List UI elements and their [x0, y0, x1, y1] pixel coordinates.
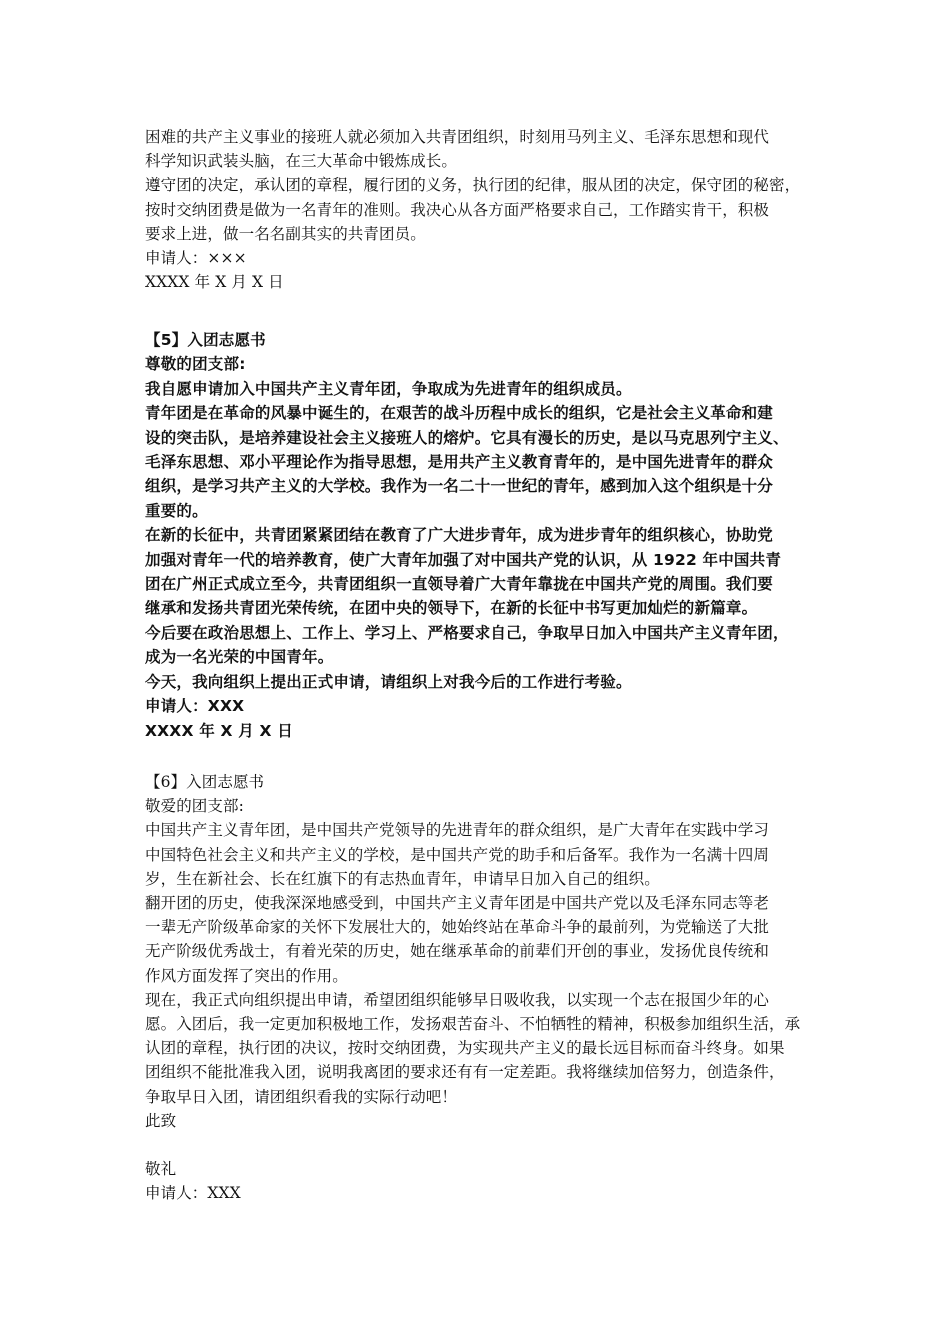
- date-line: XXXX 年 X 月 X 日: [145, 721, 293, 740]
- section-5-letter: [145, 328, 810, 743]
- applicant-signature: 申请人：XXX: [145, 1184, 241, 1203]
- paragraph-line: 认团的章程，执行团的决议，按时交纳团费，为实现共产主义的最长远目标而奋斗终身。如果: [145, 1039, 785, 1058]
- paragraph-line: 翻开团的历史，使我深深地感受到，中国共产主义青年团是中国共产党以及毛泽东同志等老: [145, 894, 770, 913]
- paragraph-line: 今天，我向组织上提出正式申请，请组织上对我今后的工作进行考验。: [145, 672, 632, 691]
- section-heading: 【6】入团志愿书: [145, 773, 265, 791]
- paragraph-line: 青年团是在革命的风暴中诞生的，在艰苦的战斗历程中成长的组织，它是社会主义革命和建: [145, 404, 774, 423]
- paragraph-line: 要求上进，做一名名副其实的共青团员。: [145, 224, 426, 243]
- paragraph-line: 遵守团的决定，承认团的章程，履行团的义务，执行团的纪律，服从团的决定，保守团的秘密，: [145, 176, 801, 195]
- paragraph-line: 在新的长征中，共青团紧紧团结在教育了广大进步青年，成为进步青年的组织核心，协助党: [145, 526, 774, 545]
- paragraph-line: 中国特色社会主义和共产主义的学校，是中国共产党的助手和后备军。我作为一名满十四周: [145, 845, 770, 864]
- paragraph-line: 按时交纳团费是做为一名青年的准则。我决心从各方面严格要求自己，工作踏实肯干，积极: [145, 200, 770, 219]
- paragraph-line: 今后要在政治思想上、工作上、学习上、严格要求自己，争取早日加入中国共产主义青年团，: [145, 623, 789, 642]
- paragraph-line: 困难的共产主义事业的接班人就必须加入共青团组织，时刻用马列主义、毛泽东思想和现代: [145, 128, 770, 146]
- paragraph-line: 加强对青年一代的培养教育，使广大青年加强了对中国共产党的认识，从 1922 年中国共青: [145, 550, 782, 569]
- applicant-signature: 申请人：×××: [145, 249, 247, 268]
- closing-line: 此致: [145, 1111, 177, 1130]
- paragraph-line: 成为一名光荣的中国青年。: [145, 648, 334, 667]
- paragraph-line: 我自愿申请加入中国共产主义青年团，争取成为先进青年的组织成员。: [145, 379, 632, 398]
- salutation: 尊敬的团支部:: [145, 355, 246, 374]
- paragraph-line: 争取早日入团，请团组织看我的实际行动吧！: [145, 1087, 458, 1106]
- section-heading: 【5】入团志愿书: [145, 331, 266, 349]
- blank-line: [145, 1133, 810, 1157]
- applicant-signature: 申请人：XXX: [145, 697, 245, 716]
- paragraph-line: 团在广州正式成立至今，共青团组织一直领导着广大青年靠拢在中国共产党的周围。我们要: [145, 575, 774, 594]
- paragraph-line: 继承和发扬共青团光荣传统，在团中央的领导下，在新的长征中书写更加灿烂的新篇章。: [145, 599, 758, 618]
- paragraph-line: 现在，我正式向组织提出申请，希望团组织能够早日吸收我，以实现一个志在报国少年的心: [145, 990, 770, 1009]
- closing-salute: 敬礼: [145, 1160, 177, 1179]
- previous-letter-ending: [145, 125, 810, 294]
- paragraph-line: 科学知识武装头脑，在三大革命中锻炼成长。: [145, 152, 458, 171]
- paragraph-line: 毛泽东思想、邓小平理论作为指导思想，是用共产主义教育青年的，是中国先进青年的群众: [145, 453, 774, 472]
- paragraph-line: 作风方面发挥了突出的作用。: [145, 966, 348, 985]
- paragraph-line: 组织，是学习共产主义的大学校。我作为一名二十一世纪的青年，感到加入这个组织是十分: [145, 477, 774, 496]
- paragraph-line: 团组织不能批准我入团，说明我离团的要求还有有一定差距。我将继续加倍努力，创造条件，: [145, 1063, 785, 1082]
- paragraph-line: 岁，生在新社会、长在红旗下的有志热血青年，申请早日加入自己的组织。: [145, 869, 660, 888]
- date-line: XXXX 年 X 月 X 日: [145, 273, 284, 292]
- section-6-letter: [145, 770, 810, 1206]
- paragraph-line: 设的突击队，是培养建设社会主义接班人的熔炉。它具有漫长的历史，是以马克思列宁主义、: [145, 428, 789, 447]
- paragraph-line: 愿。入团后，我一定更加积极地工作，发扬艰苦奋斗、不怕牺牲的精神，积极参加组织生活，承: [145, 1015, 801, 1034]
- paragraph-line: 一辈无产阶级革命家的关怀下发展壮大的，她始终站在革命斗争的最前列，为党输送了大批: [145, 918, 770, 937]
- paragraph-line: 中国共产主义青年团，是中国共产党领导的先进青年的群众组织，是广大青年在实践中学习: [145, 821, 770, 840]
- paragraph-line: 无产阶级优秀战士，有着光荣的历史，她在继承革命的前辈们开创的事业，发扬优良传统和: [145, 942, 770, 961]
- salutation: 敬爱的团支部:: [145, 797, 244, 816]
- paragraph-line: 重要的。: [145, 501, 208, 520]
